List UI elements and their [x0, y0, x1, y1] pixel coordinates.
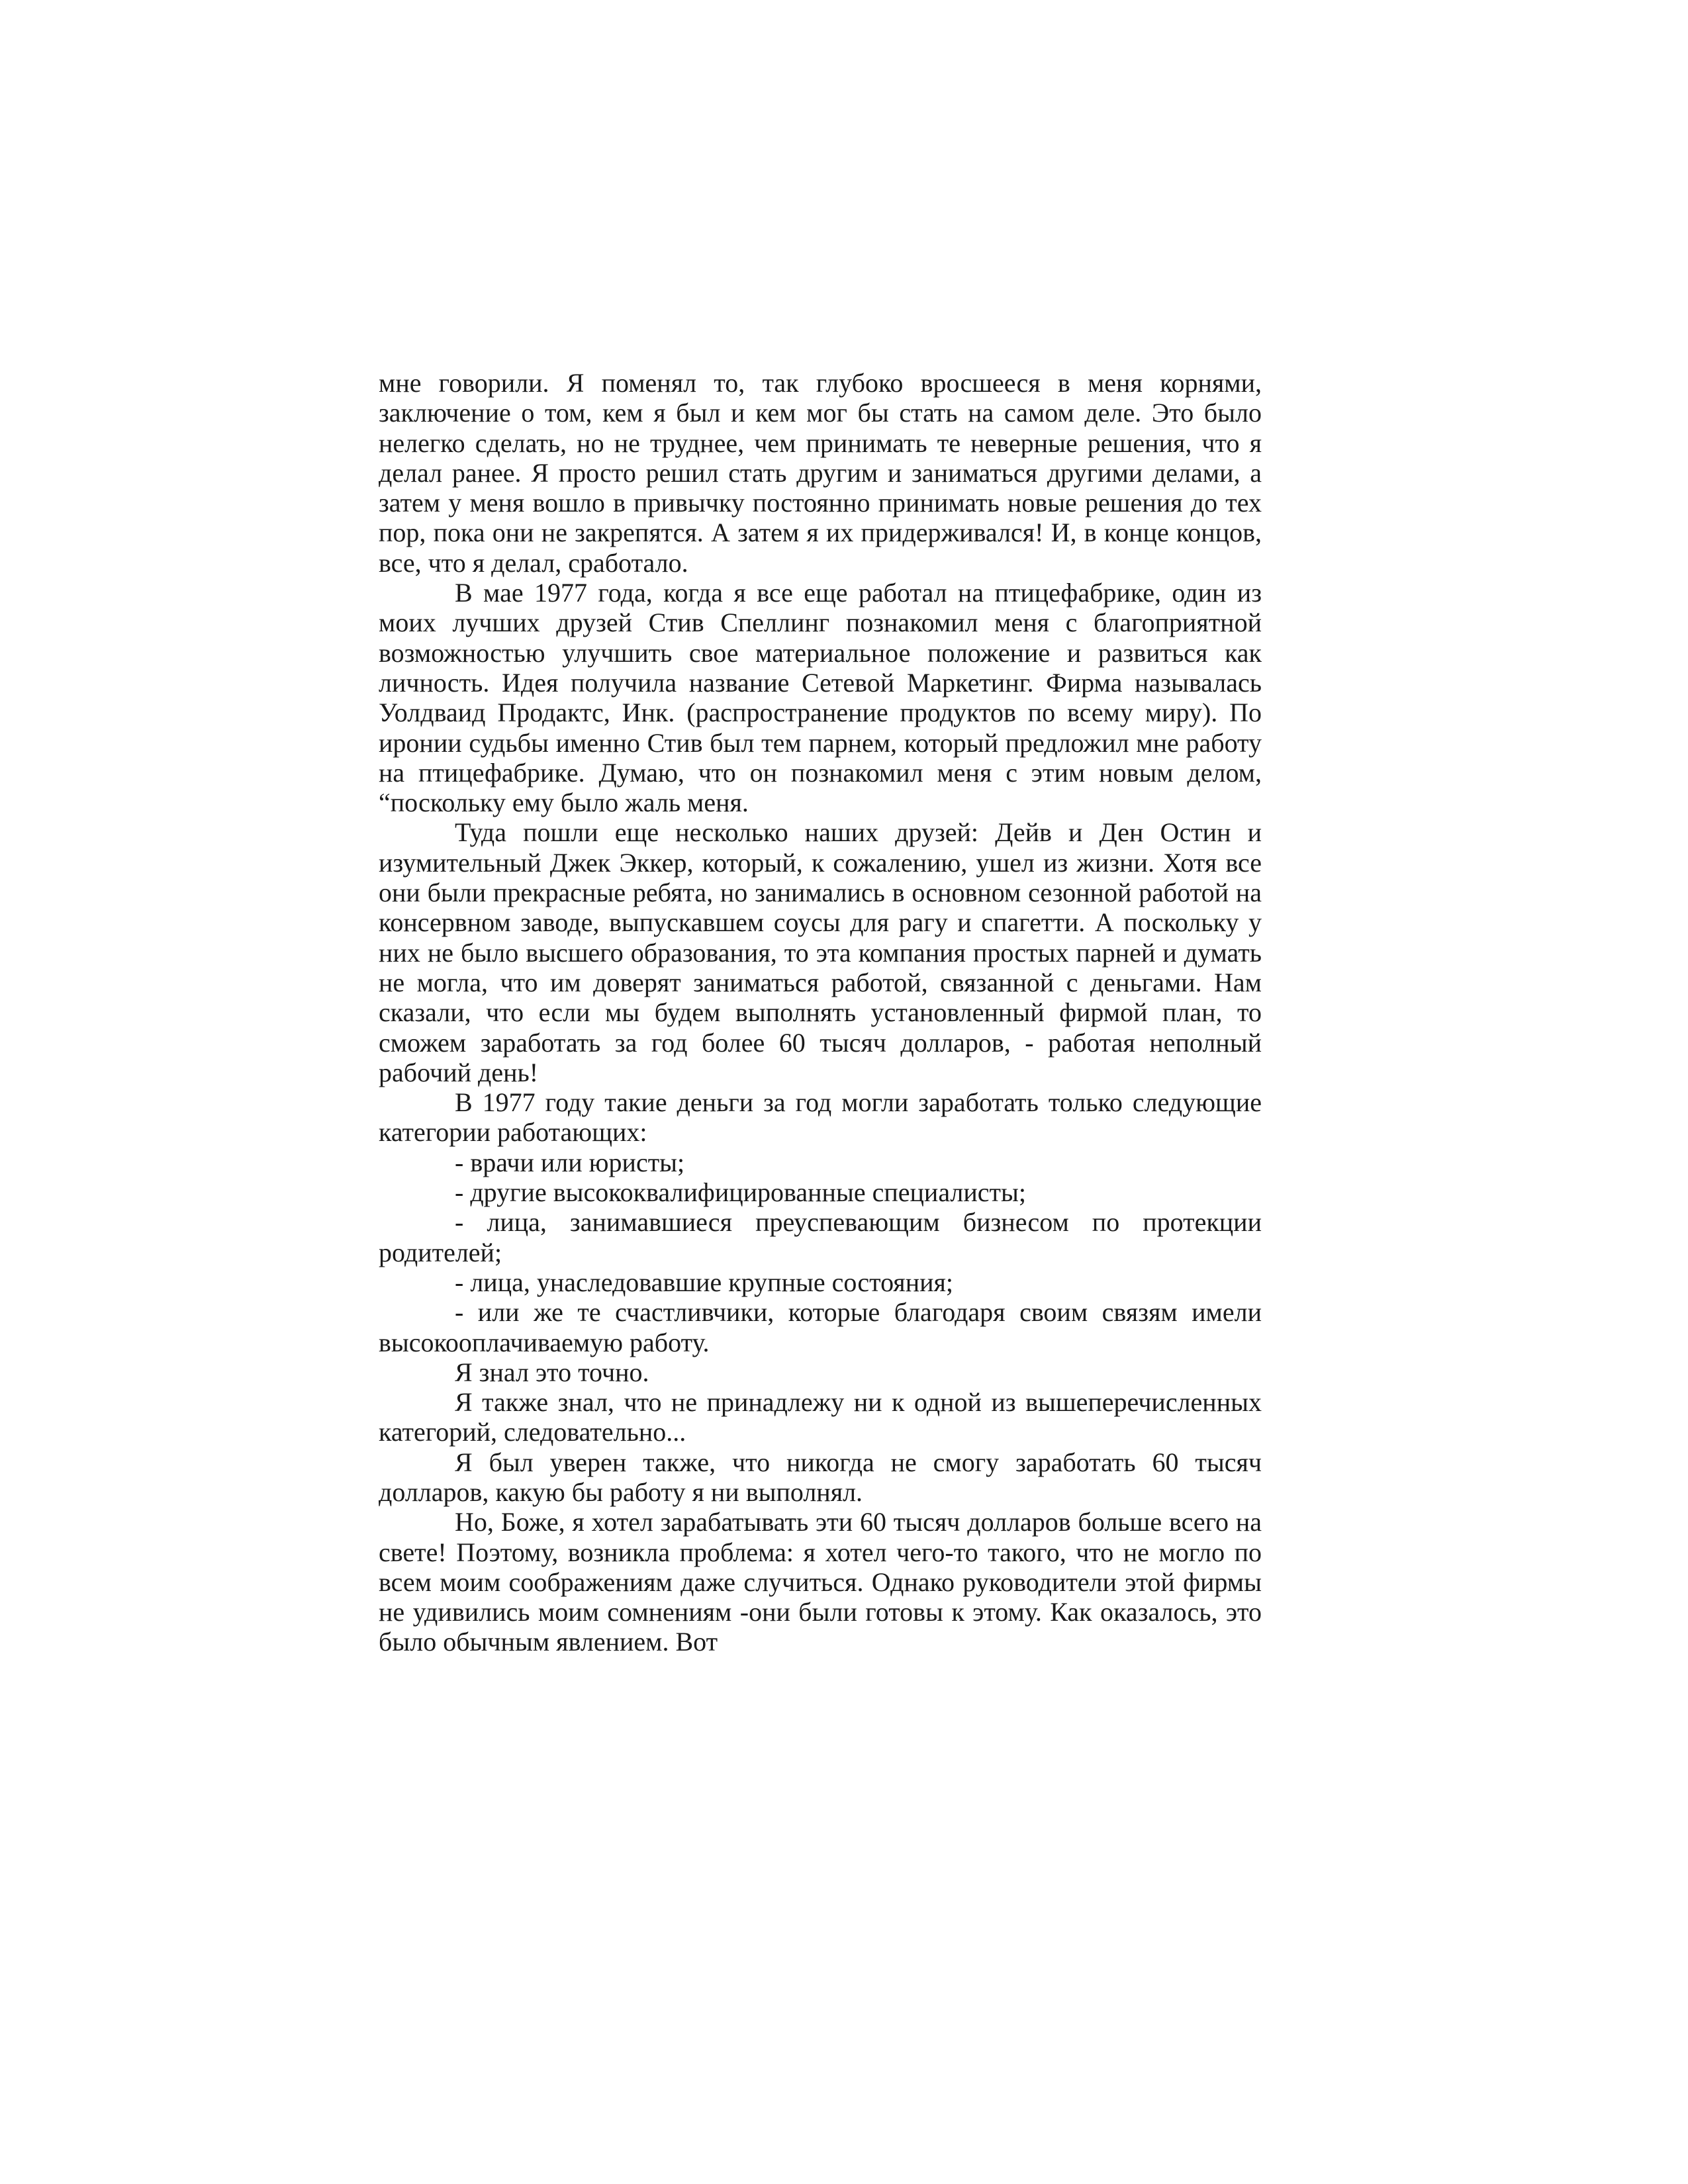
list-item-1: - врачи или юристы; — [455, 1147, 685, 1177]
paragraph-2: В мае 1977 года, когда я все еще работал на птицефабрике, один из моих лучших друзей Стив Спеллинг познакомил меня с благоприятной возможностью улучшить свое материальное положение и развиться как личность. Идея получила название Сетевой Маркетинг. Фирма называлась Уолдваид Продактс, Инк. (распространение продуктов по всему миру). По иронии судьбы именно Стив был тем парнем, который предложил мне работу на птицефабрике. Думаю, что он познакомил меня с этим новым делом, “поскольку ему было жаль меня. — [379, 578, 1262, 818]
list-item-3: - лица, занимавшиеся преуспевающим бизнесом по протекции родителей; — [379, 1207, 1262, 1267]
list-item-5: - или же те счастливчики, которые благодаря своим связям имели высокооплачиваемую работу. — [379, 1297, 1262, 1357]
paragraph-4: В 1977 году такие деньги за год могли заработать только следующие категории работающих: — [379, 1087, 1262, 1148]
paragraph-5: Я знал это точно. — [455, 1357, 649, 1387]
list-item-4: - лица, унаследовавшие крупные состояния; — [455, 1267, 954, 1297]
paragraph-8: Но, Боже, я хотел зарабатывать эти 60 тысяч долларов больше всего на свете! Поэтому, возникла проблема: я хотел чего-то такого, что не могло по всем моим соображениям даже случиться. Однако руководители этой фирмы не удивились моим сомнениям -они были готовы к этому. Как оказалось, это было обычным явлением. Вот — [379, 1507, 1262, 1657]
paragraph-3: Туда пошли еще несколько наших друзей: Дейв и Ден Остин и изумительный Джек Эккер, который, к сожалению, ушел из жизни. Хотя все они были прекрасные ребята, но занимались в основном сезонной работой на консервном заводе, выпускавшем соусы для рагу и спагетти. А поскольку у них не было высшего образования, то эта компания простых парней и думать не могла, что им доверят заниматься работой, связанной с деньгами. Нам сказали, что если мы будем выполнять установленный фирмой план, то сможем заработать за год более 60 тысяч долларов, - работая неполный рабочий день! — [379, 817, 1262, 1087]
body-text — [379, 368, 1262, 1657]
paragraph-6: Я также знал, что не принадлежу ни к одной из вышеперечисленных категорий, следовательно... — [379, 1387, 1262, 1447]
paragraph-7: Я был уверен также, что никогда не смогу заработать 60 тысяч долларов, какую бы работу я ни выполнял. — [379, 1447, 1262, 1507]
paragraph-1: мне говорили. Я поменял то, так глубоко вросшееся в меня корнями, заключение о том, кем я был и кем мог бы стать на самом деле. Это было нелегко сделать, но не труднее, чем принимать те неверные решения, что я делал ранее. Я просто решил стать другим и заниматься другими делами, а затем у меня вошло в привычку постоянно принимать новые решения до тех пор, пока они не закрепятся. А затем я их придерживался! И, в конце концов, все, что я делал, сработало. — [379, 368, 1262, 578]
list-item-2: - другие высококвалифицированные специалисты; — [455, 1177, 1027, 1208]
